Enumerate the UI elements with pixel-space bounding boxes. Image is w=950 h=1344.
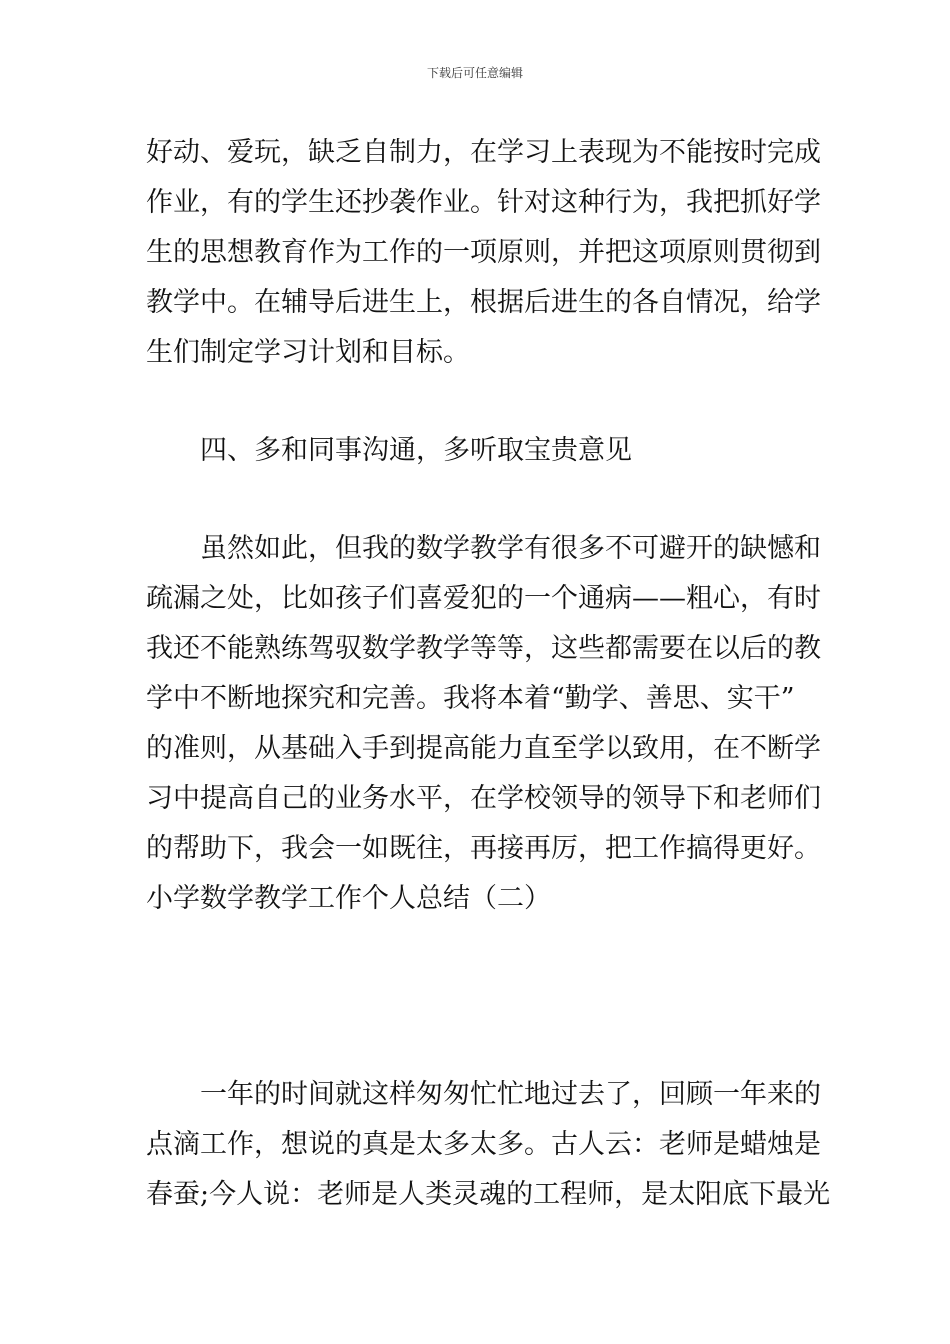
section-title: 小学数学教学工作个人总结（二） [146, 883, 551, 914]
text-line: 一年的时间就这样匆匆忙忙地过去了，回顾一年来的 [200, 1079, 821, 1110]
page-header: 下载后可任意编辑 [426, 66, 523, 80]
spacer [146, 476, 806, 524]
paragraph-3 [146, 1070, 831, 1220]
text-line: 点滴工作，想说的真是太多太多。古人云：老师是蜡烛是 [146, 1129, 821, 1160]
text-line: 习中提高自己的业务水平，在学校领导的领导下和老师们 [146, 783, 821, 814]
spacer [146, 378, 806, 426]
text-line: 好动、爱玩，缺乏自制力，在学习上表现为不能按时完成 [146, 137, 821, 168]
text-line: 教学中。在辅导后进生上，根据后进生的各自情况，给学 [146, 287, 821, 318]
text-line: 虽然如此，但我的数学教学有很多不可避开的缺憾和 [200, 533, 821, 564]
text-line: 疏漏之处，比如孩子们喜爱犯的一个通病——粗心，有时 [146, 583, 821, 614]
section-title-block [146, 874, 806, 924]
spacer [146, 924, 806, 1070]
text-line: 作业，有的学生还抄袭作业。针对这种行为，我把抓好学 [146, 187, 821, 218]
text-line: 的准则，从基础入手到提高能力直至学以致用，在不断学 [146, 733, 821, 764]
text-line: 春蚕;今人说：老师是人类灵魂的工程师，是太阳底下最光 [146, 1179, 831, 1210]
text-line: 的帮助下，我会一如既往，再接再厉，把工作搞得更好。 [146, 833, 821, 864]
text-line: 学中不断地探究和完善。我将本着“勤学、善思、实干” [146, 683, 795, 714]
text-line: 生的思想教育作为工作的一项原则，并把这项原则贯彻到 [146, 237, 821, 268]
heading-section-4 [146, 426, 806, 476]
document-body [146, 128, 831, 1220]
section-heading: 四、多和同事沟通，多听取宝贵意见 [200, 435, 632, 466]
text-line: 生们制定学习计划和目标。 [146, 337, 470, 368]
text-line: 我还不能熟练驾驭数学教学等等，这些都需要在以后的教 [146, 633, 821, 664]
paragraph-1 [146, 128, 821, 378]
paragraph-2 [146, 524, 821, 874]
